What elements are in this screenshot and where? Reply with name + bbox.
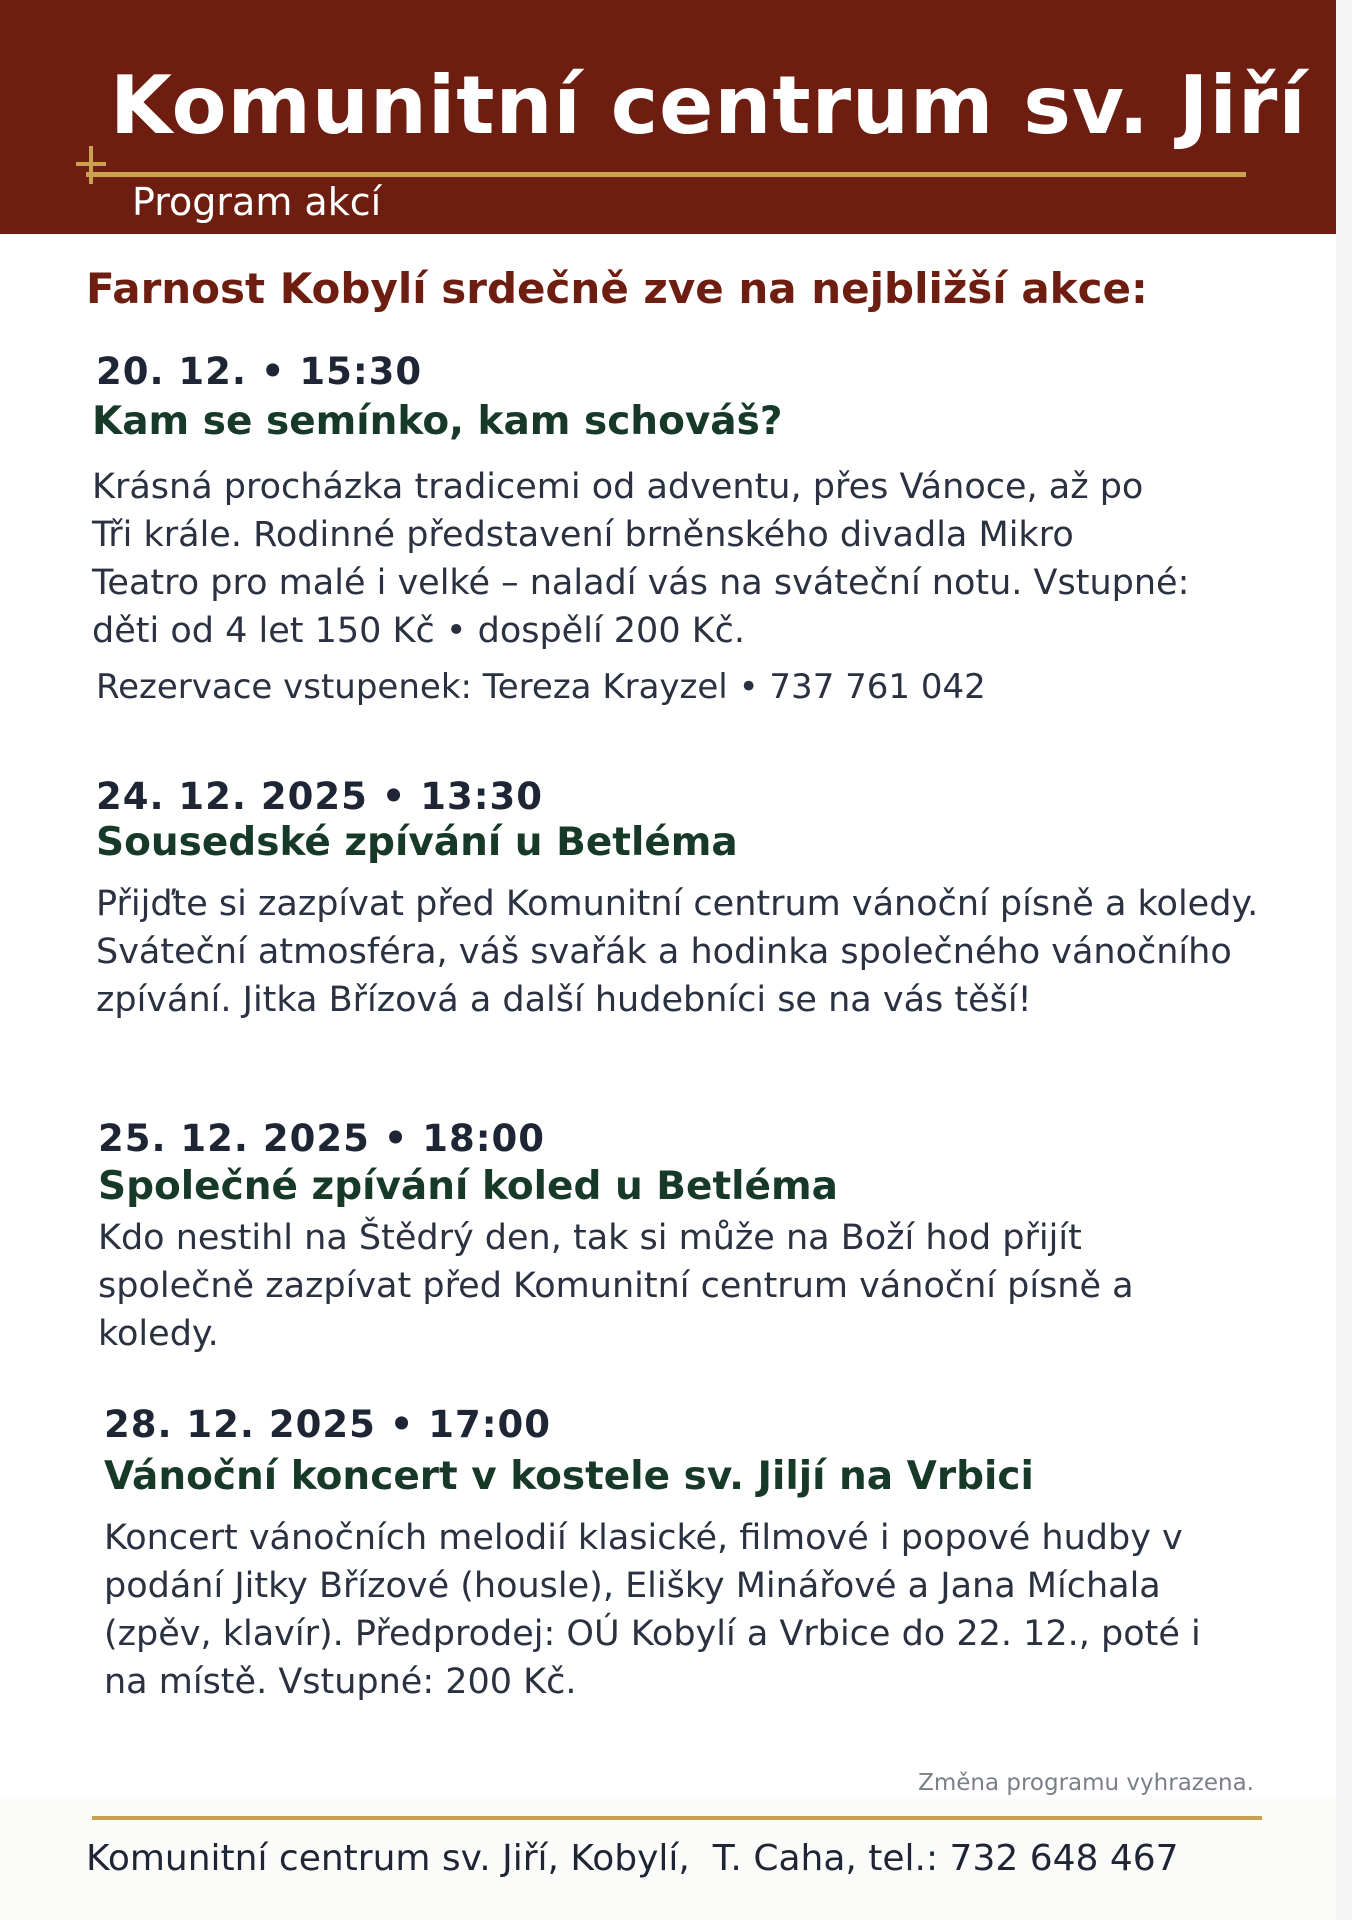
event-reservation: Rezervace vstupenek: Tereza Krayzel • 737 761 042: [96, 667, 986, 708]
event-3: [98, 1117, 1248, 1358]
event-title: Kam se semínko, kam schováš?: [92, 399, 783, 445]
header-banner: [0, 0, 1336, 234]
event-date: 20. 12. • 15:30: [96, 350, 423, 393]
event-1: [92, 350, 1192, 707]
event-description: Kdo nestihl na Štědrý den, tak si může na Boží hod přijít společně zazpívat před Komunitní centrum vánoční písně a koledy.: [98, 1218, 1134, 1355]
event-description: Krásná procházka tradicemi od adventu, přes Vánoce, až po Tři krále. Rodinné představení brněnského divadla Mikro Teatro pro malé i velké – naladí vás na sváteční notu. Vstupné: děti od 4 let 150 Kč • dospělí 200 Kč.: [92, 467, 1190, 652]
event-date: 24. 12. 2025 • 13:30: [96, 775, 544, 818]
event-title: Vánoční koncert v kostele sv. Jiljí na Vrbici: [104, 1454, 1034, 1500]
title-divider: [86, 172, 1246, 177]
footer-contact: Komunitní centrum sv. Jiří, Kobylí, T. Caha, tel.: 732 648 467: [86, 1838, 1179, 1879]
cross-icon: [74, 138, 108, 192]
page-edge: [1336, 0, 1352, 1920]
footer-divider: [92, 1816, 1262, 1820]
event-4: [104, 1403, 1254, 1706]
event-title: Společné zpívání koled u Betléma: [98, 1164, 838, 1210]
event-date: 25. 12. 2025 • 18:00: [98, 1117, 546, 1160]
page-subtitle: Program akcí: [132, 180, 382, 224]
event-description: Přijďte si zazpívat před Komunitní centrum vánoční písně a koledy. Sváteční atmosféra, váš svařák a hodinka společného vánočního zpívání. Jitka Břízová a další hudebníci se na vás těší!: [96, 884, 1259, 1021]
program-change-note: Změna programu vyhrazena.: [918, 1770, 1254, 1796]
event-date: 28. 12. 2025 • 17:00: [104, 1403, 552, 1446]
event-title: Sousedské zpívání u Betléma: [96, 820, 738, 866]
intro-heading: Farnost Kobylí srdečně zve na nejbližší akce:: [86, 264, 1148, 313]
event-2: [96, 775, 1276, 1024]
event-description: Koncert vánočních melodií klasické, filmové i popové hudby v podání Jitky Břízové (housle), Elišky Minářové a Jana Míchala (zpěv, klavír). Předprodej: OÚ Kobylí a Vrbice do 22. 12., poté i na místě. Vstupné: 200 Kč.: [104, 1518, 1201, 1703]
page-title: Komunitní centrum sv. Jiří: [110, 59, 1307, 152]
